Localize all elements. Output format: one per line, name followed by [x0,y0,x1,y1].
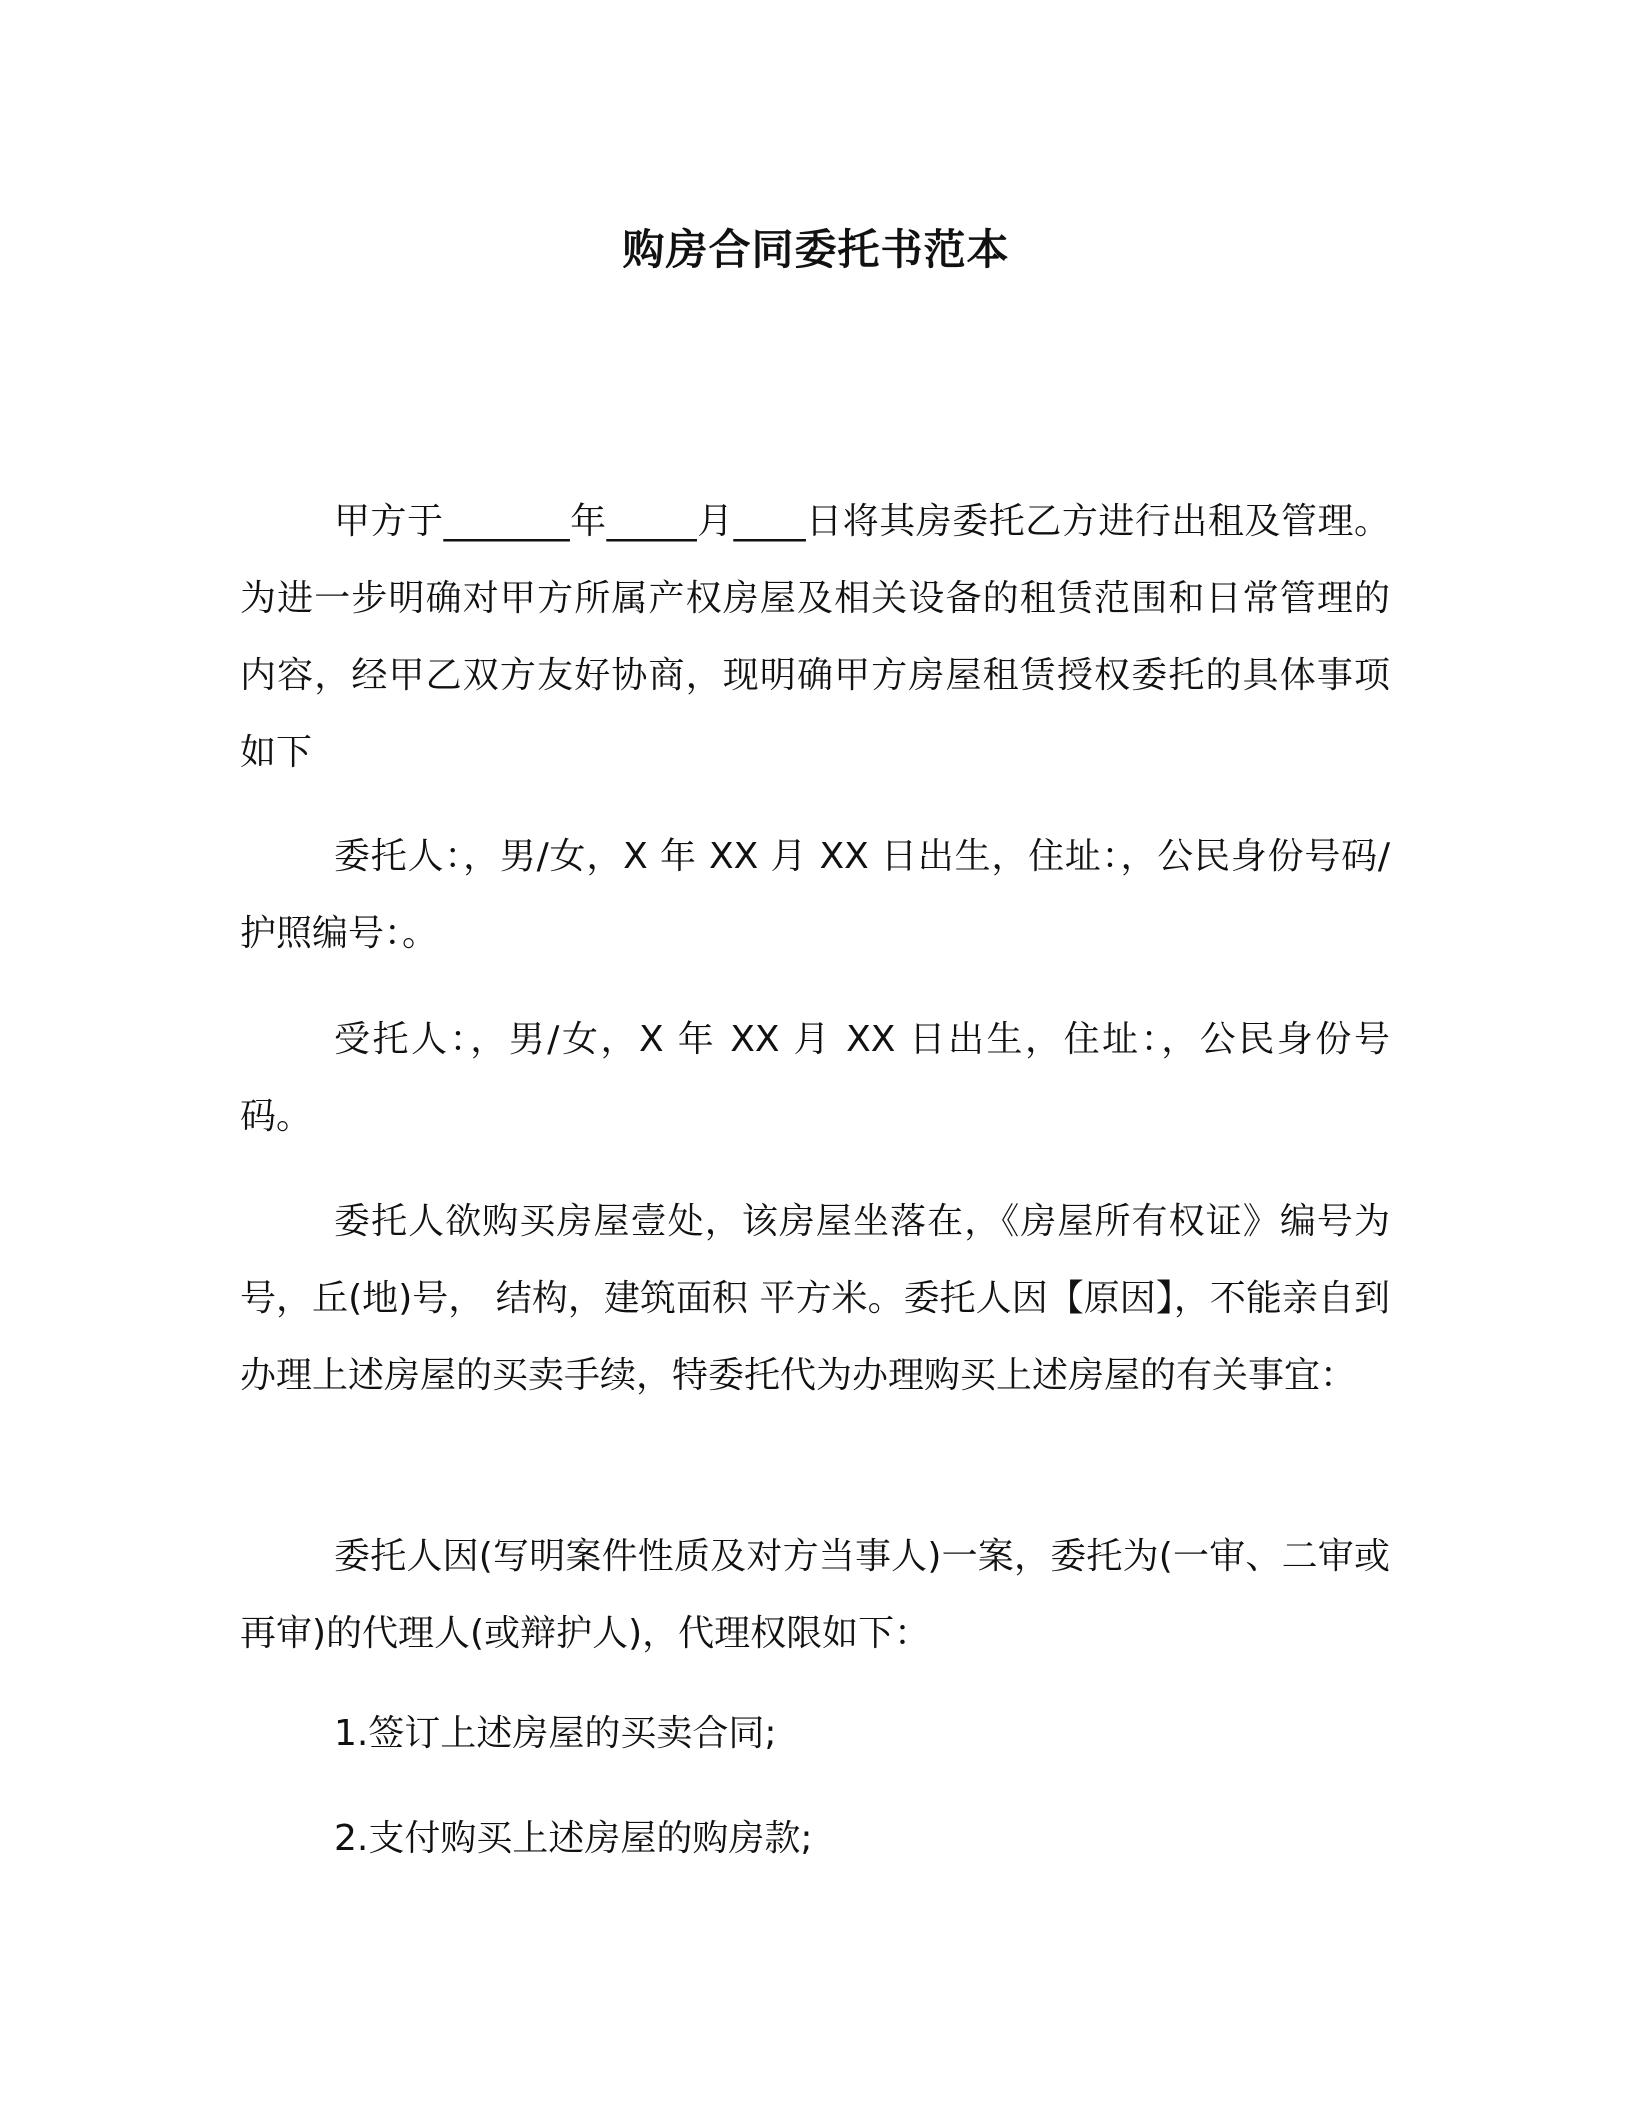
list-item: 2.支付购买上述房屋的购房款; [334,1818,813,1859]
list-item: 1.签订上述房屋的买卖合同; [334,1713,777,1754]
paragraph-property-details: 委托人欲购买房屋壹处，该房屋坐落在，《房屋所有权证》编号为 号，丘(地)号， 结构，建筑面积 平方米。委托人因【原因】，不能亲自到 办理上述房屋的买卖手续，特委托代为办理购买上述房屋的有关事宜： [240,1201,1390,1396]
paragraph-agent-info: 受托人：，男/女，X 年 XX 月 XX 日出生，住址：，公民身份号码。 [240,1019,1390,1137]
paragraph-entrustment-intro: 甲方于_______年_____月____日将其房委托乙方进行出租及管理。为进一步明确对甲方所属产权房屋及相关设备的租赁范围和日常管理的内容，经甲乙双方友好协商，现明确甲方房屋租赁授权委托的具体事项如下 [240,501,1390,773]
paragraph-agency-authority: 委托人因(写明案件性质及对方当事人)一案，委托为(一审、二审或再审)的代理人(或辩护人)，代理权限如下： [240,1536,1390,1654]
paragraph-principal-info: 委托人：，男/女，X 年 XX 月 XX 日出生，住址：，公民身份号码/护照编号：。 [240,836,1390,954]
document-title: 购房合同委托书范本 [622,225,1010,274]
